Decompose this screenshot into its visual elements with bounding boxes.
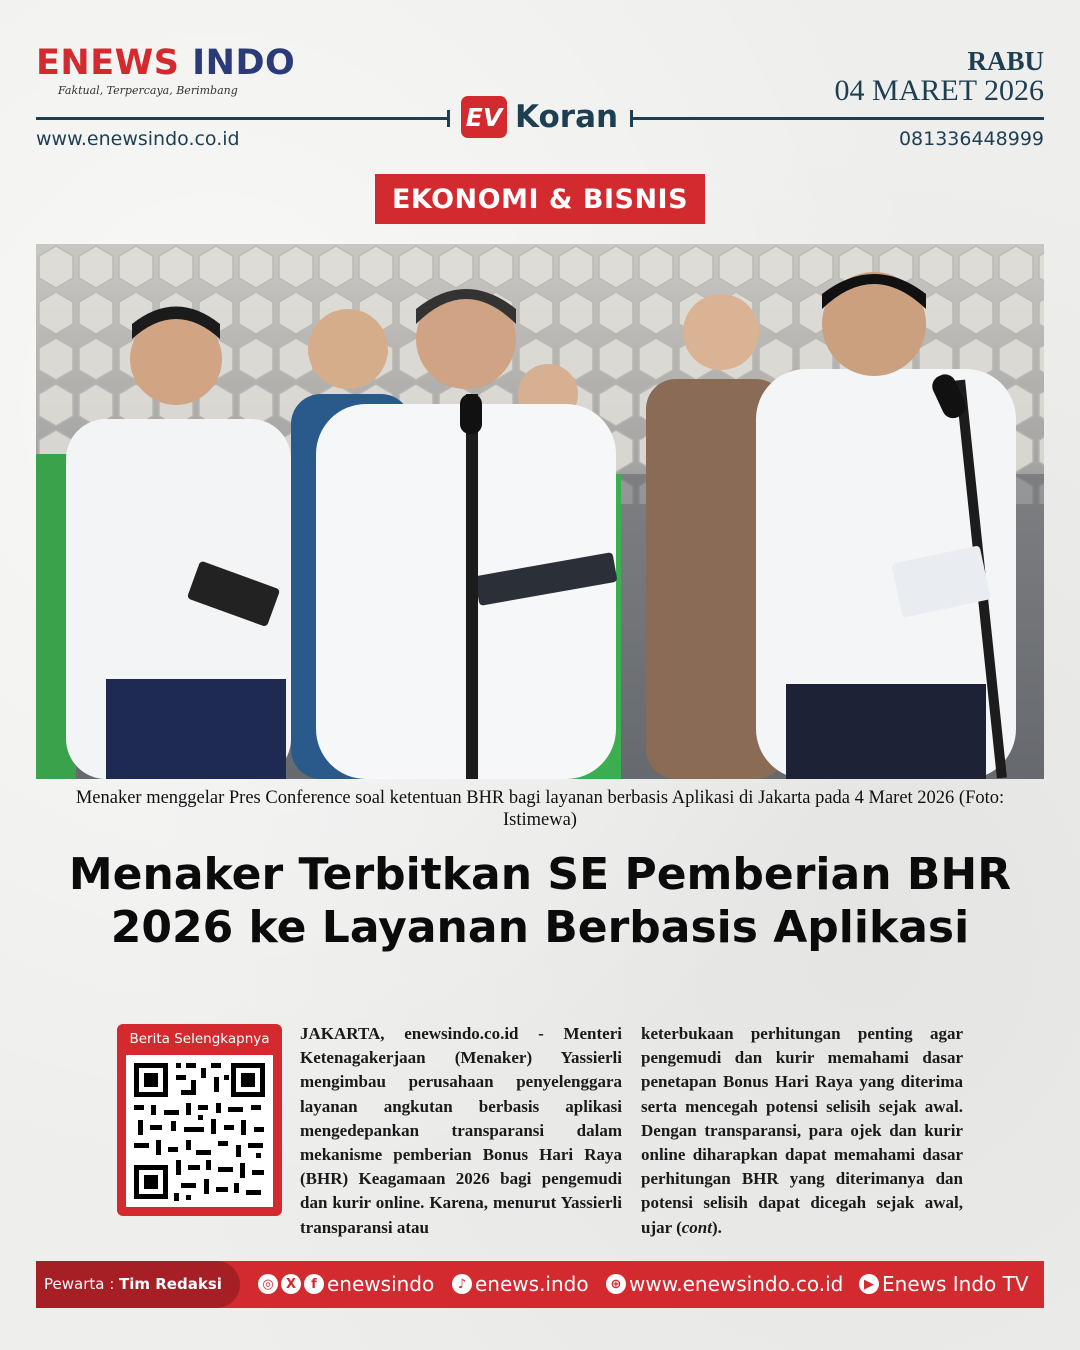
edition-day: RABU xyxy=(967,46,1044,76)
qr-label: Berita Selengkapnya xyxy=(129,1031,270,1047)
header-website[interactable]: www.enewsindo.co.id xyxy=(36,128,240,150)
brand-name-navy: INDO xyxy=(192,43,296,83)
youtube-channel: Enews Indo TV xyxy=(882,1272,1029,1296)
section-badge: EKONOMI & BISNIS xyxy=(375,174,705,224)
facebook-icon[interactable]: f xyxy=(304,1274,324,1294)
edition-date-text: 04 MARET 2026 xyxy=(834,74,1044,107)
edition-badge xyxy=(461,96,618,138)
tiktok-icon: ♪ xyxy=(452,1274,472,1294)
ev-logo-icon: EV xyxy=(461,96,507,138)
edition-date xyxy=(835,48,1044,107)
brand-tagline: Faktual, Terpercaya, Berimbang xyxy=(58,84,238,97)
edition-label: Koran xyxy=(515,99,619,135)
header-rule-cap-left xyxy=(447,110,450,127)
brand-name xyxy=(36,43,296,83)
header-rule-right xyxy=(630,117,1044,120)
pewarta-name: Tim Redaksi xyxy=(119,1275,222,1293)
footer-youtube-link[interactable] xyxy=(859,1272,1029,1296)
header-rule-left xyxy=(36,117,450,120)
social-handle: enewsindo xyxy=(327,1272,435,1296)
qr-code[interactable] xyxy=(126,1055,273,1207)
footer-social-link[interactable] xyxy=(258,1272,434,1296)
pewarta-credit xyxy=(44,1275,222,1293)
article-headline: Menaker Terbitkan SE Pemberian BHR 2026 ke Layanan Berbasis Aplikasi xyxy=(68,849,1012,953)
article-cont-marker: cont xyxy=(681,1217,712,1237)
qr-card[interactable] xyxy=(117,1024,282,1216)
youtube-icon: ▶ xyxy=(859,1274,879,1294)
footer-website-link[interactable] xyxy=(606,1272,843,1296)
article-column-1: JAKARTA, enewsindo.co.id - Menteri Ketenagakerjaan (Menaker) Yassierli mengimbau perusahaan penyelenggara layanan angkutan berbasis aplikasi mengedepankan transparansi dalam mekanisme pemberian Bonus Hari Raya (BHR) Keagamaan 2026 bagi pengemudi dan kurir online. Karena, menurut Yassierli transparansi atau xyxy=(300,1024,622,1237)
pewarta-label: Pewarta : xyxy=(44,1275,120,1293)
brand-name-red: ENEWS xyxy=(36,43,180,83)
header-phone: 081336448999 xyxy=(898,128,1044,150)
article-column-2 xyxy=(641,1022,963,1240)
brand-logo xyxy=(36,43,296,97)
article-photo xyxy=(36,244,1044,779)
photo-caption: Menaker menggelar Pres Conference soal ketentuan BHR bagi layanan berbasis Aplikasi di Jakarta pada 4 Maret 2026 (Foto: Istimewa) xyxy=(75,788,1005,830)
article-column-2-end: ). xyxy=(712,1217,722,1237)
x-icon[interactable]: X xyxy=(281,1274,301,1294)
header-rule-cap-right xyxy=(630,110,633,127)
tiktok-handle: enews.indo xyxy=(475,1272,589,1296)
globe-icon: ⊕ xyxy=(606,1274,626,1294)
press-conference-photo xyxy=(36,244,1044,779)
footer-website: www.enewsindo.co.id xyxy=(629,1272,844,1296)
footer-tiktok-link[interactable] xyxy=(452,1272,589,1296)
instagram-icon[interactable]: ◎ xyxy=(258,1274,278,1294)
article-column-2-text: keterbukaan perhitungan penting agar pengemudi dan kurir memahami dasar penetapan Bonus Hari Raya yang diterima serta mencegah potensi selisih sejak awal. Dengan transparansi, para ojek dan kurir online diharapkan dapat memahami dasar perhitungan BHR yang diterimanya dan potensi selisih dapat dicegah sejak awal, ujar ( xyxy=(641,1024,963,1237)
qr-code-icon xyxy=(126,1055,273,1207)
